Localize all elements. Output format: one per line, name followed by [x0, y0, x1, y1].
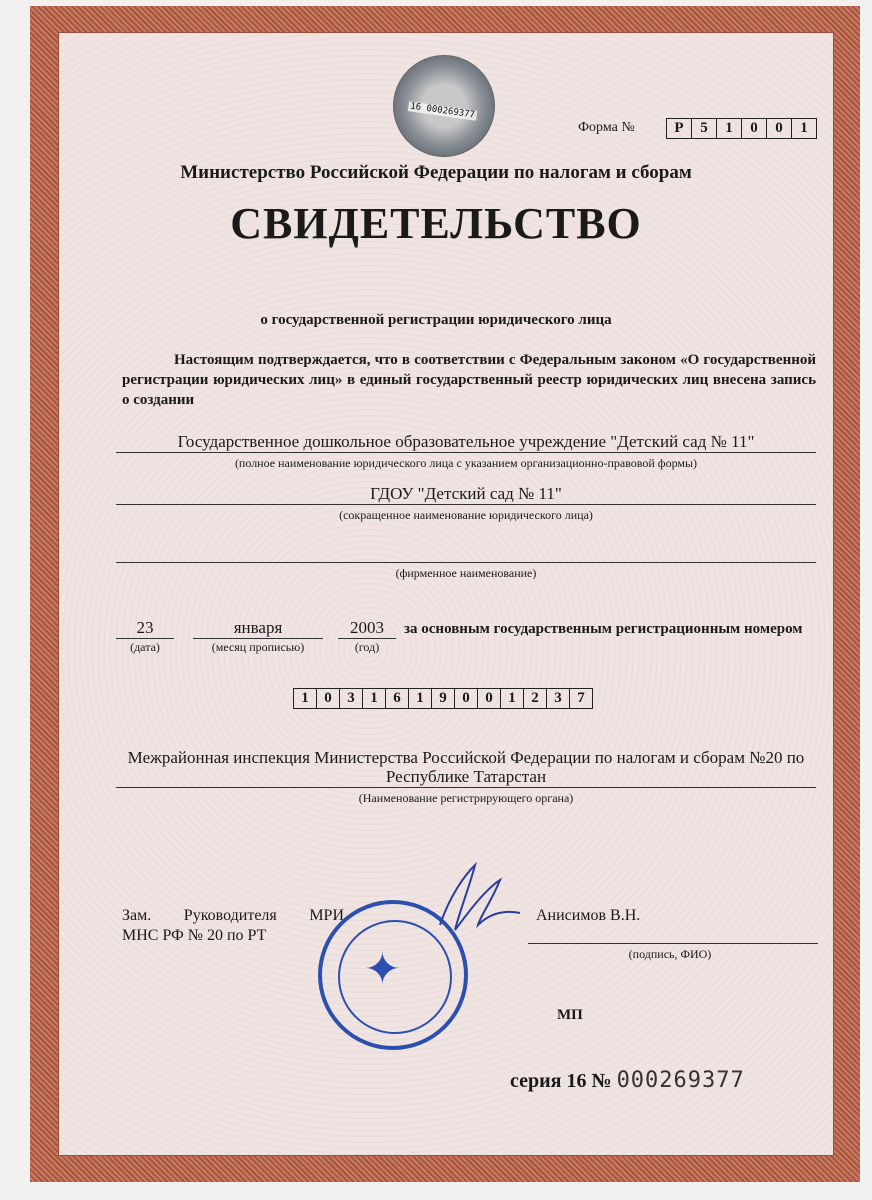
authority-value-line1: Межрайонная инспекция Министерства Российской Федерации по налогам и сборам №20 по [127, 748, 805, 767]
form-code-digit: 1 [717, 118, 742, 139]
confirmation-paragraph [122, 350, 816, 410]
reg-number-digit: 0 [455, 688, 478, 709]
serial-value: 000269377 [616, 1068, 745, 1093]
reg-number-digit: 0 [317, 688, 340, 709]
form-code-digit: 0 [742, 118, 767, 139]
short-name-value: ГДОУ "Детский сад № 11" [370, 484, 562, 503]
authority-value-line2: Республике Татарстан [385, 767, 547, 786]
date-year-caption: (год) [354, 640, 380, 654]
eagle-icon: ✦ [364, 945, 401, 994]
firm-name-line [116, 562, 816, 563]
reg-number-digit: 3 [340, 688, 363, 709]
authority-caption: (Наименование регистрирующего органа) [358, 791, 574, 805]
full-name-caption: (полное наименование юридического лица с указанием организационно-правовой формы) [234, 456, 698, 470]
signature-line [528, 943, 818, 944]
form-code-boxes [666, 118, 817, 139]
date-day-caption: (дата) [130, 640, 160, 654]
signatory-position [122, 906, 344, 946]
firm-name-caption: (фирменное наименование) [395, 566, 537, 580]
serial-number [510, 1068, 745, 1093]
full-name-value: Государственное дошкольное образовательное учреждение "Детский сад № 11" [177, 432, 755, 451]
authority-line [116, 787, 816, 788]
signature-caption: (подпись, ФИО) [628, 947, 712, 961]
date-month-caption: (месяц прописью) [211, 640, 305, 654]
form-code-digit: 0 [767, 118, 792, 139]
document-title: СВИДЕТЕЛЬСТВО [230, 199, 642, 248]
date-month-line [193, 638, 323, 639]
hologram-number: 16 000269377 [409, 101, 476, 121]
signature [420, 855, 530, 945]
form-code-digit: 5 [692, 118, 717, 139]
registration-number-boxes [293, 688, 593, 709]
paragraph-text: Настоящим подтверждается, что в соответствии с Федеральным законом «О государственной регистрации юридических лиц» в единый государственный реестр юридических лиц внесена запись о создании [122, 352, 816, 408]
date-day: 23 [136, 618, 154, 637]
document-subtitle: о государственной регистрации юридического лица [260, 312, 612, 328]
reg-number-digit: 7 [570, 688, 593, 709]
date-month: января [233, 618, 283, 637]
reg-number-digit: 1 [363, 688, 386, 709]
reg-number-digit: 1 [293, 688, 317, 709]
date-year: 2003 [350, 618, 384, 637]
signatory-position-line1: Зам. Руководителя МРИ [122, 907, 344, 924]
signatory-name: Анисимов В.Н. [536, 907, 641, 924]
form-code-digit: Р [666, 118, 692, 139]
reg-number-digit: 1 [501, 688, 524, 709]
full-name-line [116, 452, 816, 453]
ministry-name: Министерство Российской Федерации по налогам и сборам [180, 162, 692, 183]
reg-number-intro: за основным государственным регистрационным номером [404, 621, 803, 637]
form-code-digit: 1 [792, 118, 817, 139]
reg-number-digit: 3 [547, 688, 570, 709]
short-name-line [116, 504, 816, 505]
reg-number-digit: 9 [432, 688, 455, 709]
signatory-position-line2: МНС РФ № 20 по РТ [122, 927, 267, 944]
stamp-place: МП [557, 1007, 583, 1023]
date-day-line [116, 638, 174, 639]
serial-label: серия 16 № [510, 1070, 612, 1092]
form-label: Форма № [578, 120, 635, 135]
reg-number-digit: 0 [478, 688, 501, 709]
reg-number-digit: 6 [386, 688, 409, 709]
reg-number-digit: 1 [409, 688, 432, 709]
short-name-caption: (сокращенное наименование юридического лица) [339, 508, 593, 522]
date-year-line [338, 638, 396, 639]
reg-number-digit: 2 [524, 688, 547, 709]
